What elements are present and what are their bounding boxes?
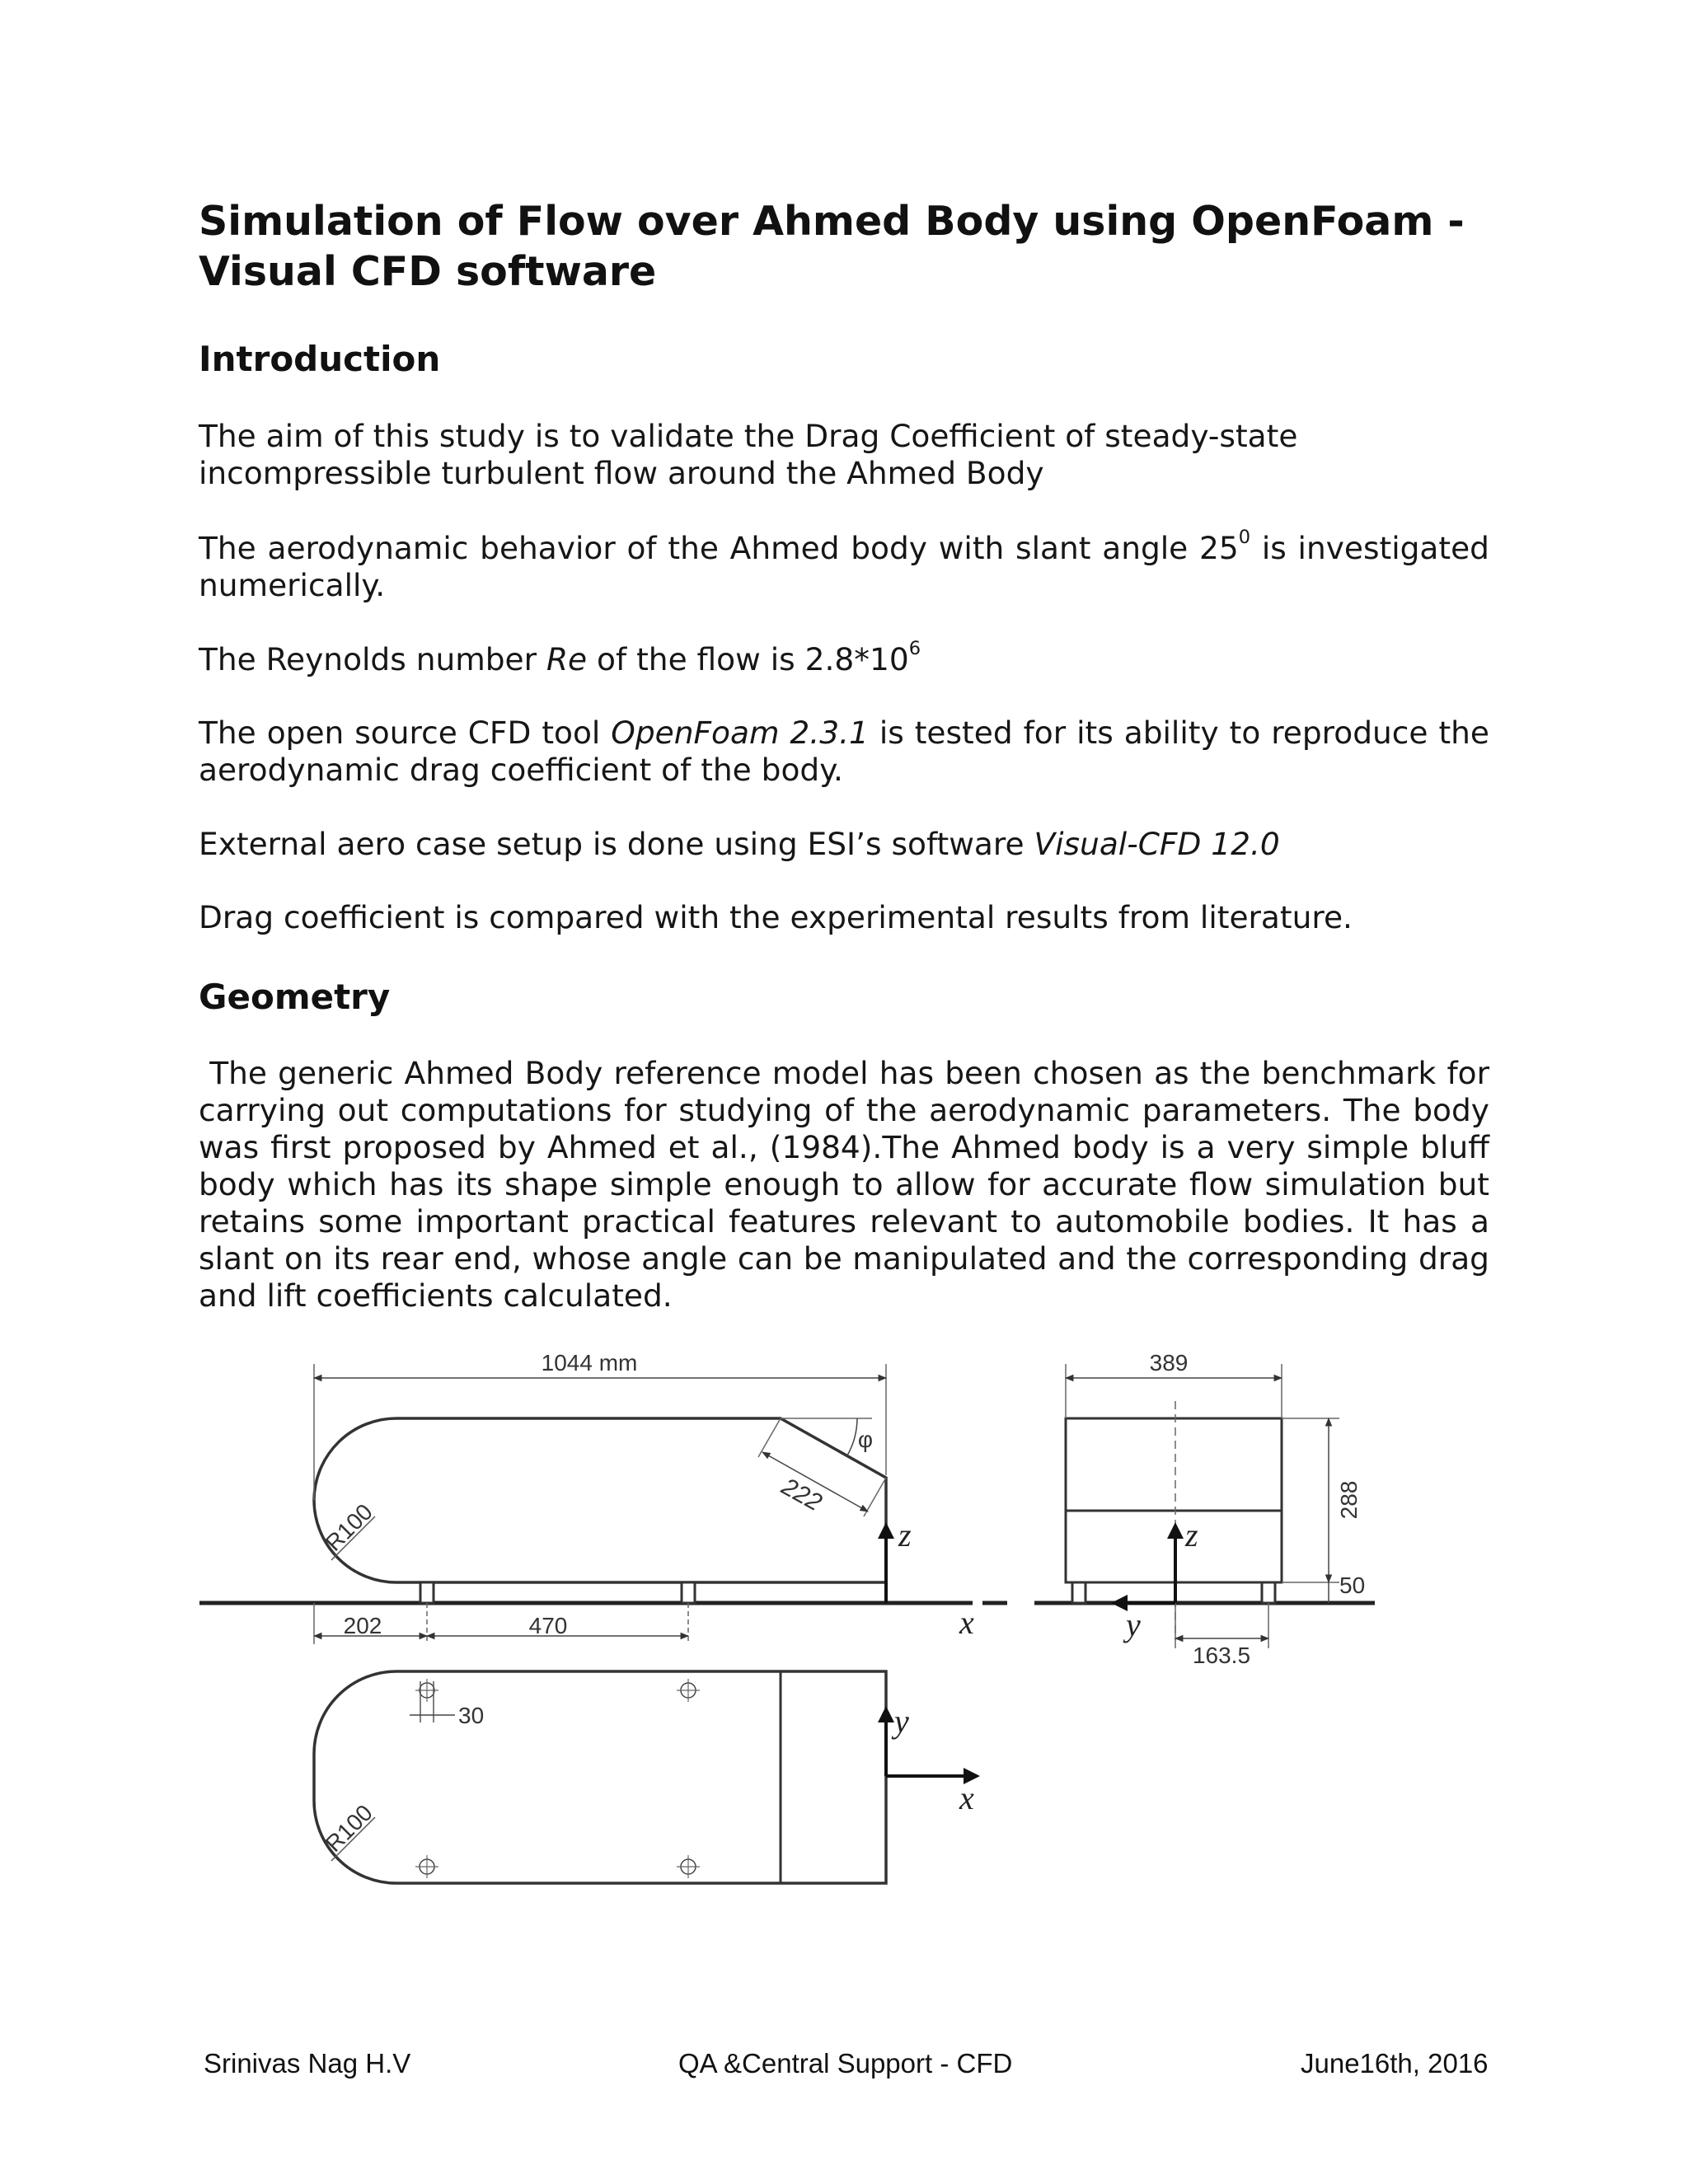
- top-x-axis-label: x: [959, 1779, 974, 1816]
- slant-length-label: 222: [776, 1473, 827, 1517]
- front-offset-label: 202: [343, 1613, 382, 1638]
- intro-paragraph-comparison: Drag coefficient is compared with the experimental results from literature.: [199, 899, 1353, 935]
- leg-marker: [415, 1679, 438, 1702]
- front-body-upper: [1066, 1418, 1282, 1511]
- intro-paragraph-openfoam: The open source CFD tool OpenFoam 2.3.1 is tested for its ability to reproduce the aerodynamic drag coefficient of the body.: [199, 715, 1489, 788]
- front-view: [1034, 1350, 1375, 1668]
- front-leg-left: [1072, 1582, 1085, 1603]
- footer-date: June16th, 2016: [1301, 2048, 1489, 2079]
- rear-leg: [682, 1582, 695, 1603]
- length-label: 1044 mm: [541, 1350, 638, 1376]
- radius-label-top: R100: [320, 1799, 377, 1857]
- top-body-outline: [314, 1671, 886, 1883]
- page-title: Simulation of Flow over Ahmed Body using OpenFoam - Visual CFD software: [199, 198, 1465, 295]
- intro-paragraph-visualcfd: External aero case setup is done using ESI’s software Visual-CFD 12.0: [199, 826, 1280, 862]
- intro-paragraph-aim: The aim of this study is to validate the Drag Coefficient of steady-state incompressible turbulent flow around the Ahmed Body: [199, 418, 1298, 491]
- leg-marker: [415, 1855, 438, 1878]
- radius-label-side: R100: [320, 1498, 377, 1556]
- leg-spacing-label: 470: [528, 1613, 568, 1638]
- side-view: [199, 1350, 1007, 1644]
- geometry-paragraph: The generic Ahmed Body reference model has been chosen as the benchmark for carrying out computations for studying of the aerodynamic parameters. The body was first proposed by Ahmed et al., (1984).The Ahmed body is a very simple bluff body which has its shape simple enough to allow for accurate flow simulation but retains some important practical features relevant to automobile bodies. It has a slant on its rear end, whose angle can be manipulated and the corresponding drag and lift coefficients calculated.: [199, 1055, 1499, 1314]
- slant-angle-label: φ: [857, 1427, 874, 1452]
- height-label: 288: [1336, 1480, 1362, 1520]
- leg-diameter-label: 30: [458, 1703, 485, 1728]
- footer-author: Srinivas Nag H.V: [204, 2048, 411, 2079]
- leg-marker: [677, 1855, 700, 1878]
- front-z-axis-label: z: [1185, 1516, 1198, 1554]
- angle-arc: [847, 1418, 857, 1455]
- intro-paragraph-reynolds: The Reynolds number Re of the flow is $2.8*10^6$: [199, 637, 921, 677]
- side-z-axis-label: z: [898, 1516, 912, 1554]
- leg-marker: [677, 1679, 700, 1702]
- clearance-label: 50: [1339, 1572, 1366, 1598]
- introduction-heading: Introduction: [199, 339, 441, 379]
- side-x-axis-label: x: [959, 1604, 974, 1641]
- top-y-axis-label: y: [894, 1703, 909, 1740]
- track-label: 163.5: [1192, 1643, 1251, 1668]
- front-leg: [420, 1582, 434, 1603]
- width-label: 389: [1149, 1350, 1189, 1376]
- front-leg-right: [1262, 1582, 1275, 1603]
- slant-ext-a: [758, 1418, 781, 1457]
- front-y-axis-label: y: [1126, 1606, 1141, 1643]
- footer-department: QA &Central Support - CFD: [678, 2048, 1013, 2079]
- intro-paragraph-slant: The aerodynamic behavior of the Ahmed body with slant angle $25^0$ is investigated numerically.: [199, 526, 1489, 603]
- geometry-heading: Geometry: [199, 977, 391, 1017]
- top-view: [314, 1671, 977, 1883]
